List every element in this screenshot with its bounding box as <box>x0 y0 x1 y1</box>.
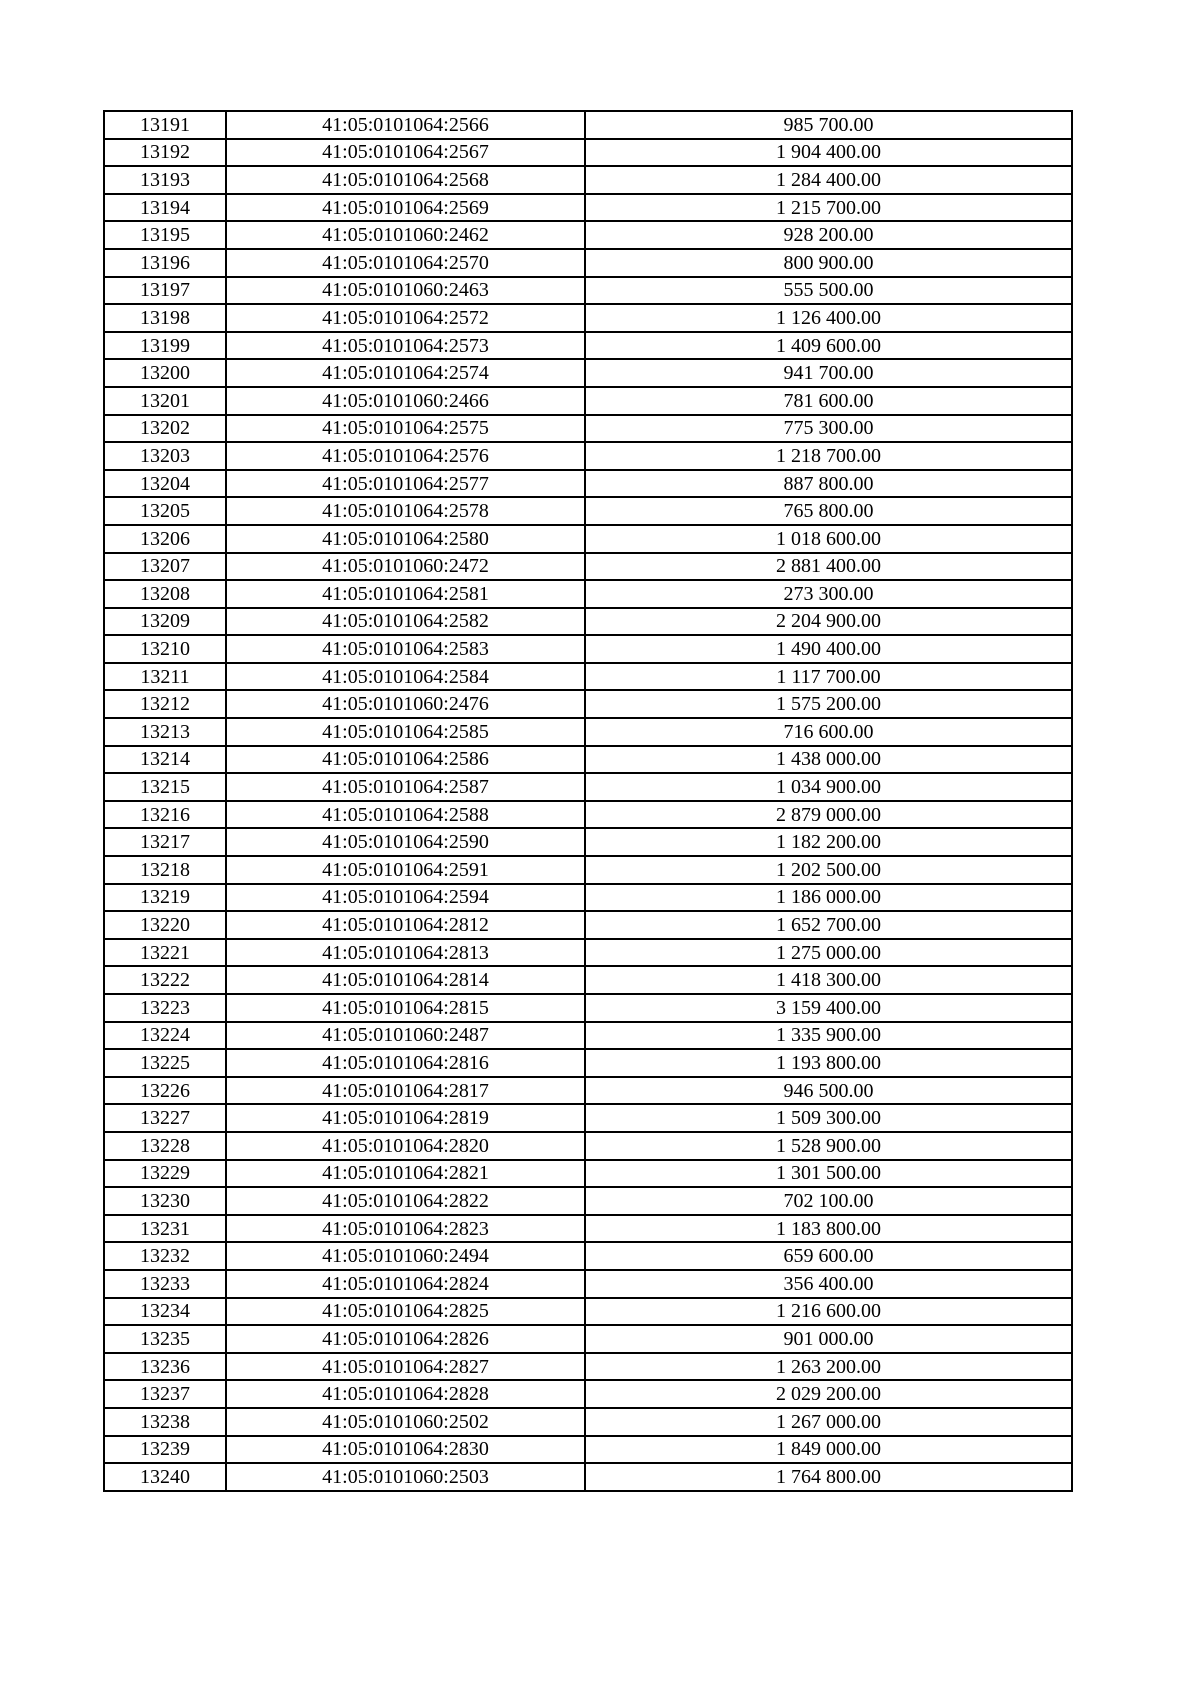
row-number-cell: 13200 <box>104 359 226 387</box>
table-row <box>104 470 1072 498</box>
cadastral-number-cell: 41:05:0101064:2566 <box>226 111 585 139</box>
cadastral-value-cell: 765 800.00 <box>585 497 1072 525</box>
cadastral-value-cell: 1 335 900.00 <box>585 1022 1072 1050</box>
cadastral-value-cell: 1 764 800.00 <box>585 1463 1072 1491</box>
cadastral-number-cell: 41:05:0101060:2502 <box>226 1408 585 1436</box>
table-row <box>104 525 1072 553</box>
table-row <box>104 497 1072 525</box>
row-number-cell: 13216 <box>104 801 226 829</box>
table-row <box>104 415 1072 443</box>
cadastral-value-cell: 1 490 400.00 <box>585 635 1072 663</box>
cadastral-number-cell: 41:05:0101064:2584 <box>226 663 585 691</box>
cadastral-number-cell: 41:05:0101064:2823 <box>226 1215 585 1243</box>
row-number-cell: 13224 <box>104 1022 226 1050</box>
row-number-cell: 13228 <box>104 1132 226 1160</box>
table-row <box>104 939 1072 967</box>
cadastral-number-cell: 41:05:0101060:2487 <box>226 1022 585 1050</box>
cadastral-value-cell: 985 700.00 <box>585 111 1072 139</box>
row-number-cell: 13191 <box>104 111 226 139</box>
table-row <box>104 139 1072 167</box>
cadastral-number-cell: 41:05:0101064:2573 <box>226 332 585 360</box>
table-row <box>104 1215 1072 1243</box>
table-row <box>104 221 1072 249</box>
row-number-cell: 13220 <box>104 911 226 939</box>
cadastral-value-cell: 1 183 800.00 <box>585 1215 1072 1243</box>
cadastral-number-cell: 41:05:0101064:2576 <box>226 442 585 470</box>
table-row <box>104 166 1072 194</box>
cadastral-number-cell: 41:05:0101064:2814 <box>226 966 585 994</box>
cadastral-number-cell: 41:05:0101064:2577 <box>226 470 585 498</box>
table-row <box>104 1463 1072 1491</box>
row-number-cell: 13222 <box>104 966 226 994</box>
cadastral-value-cell: 356 400.00 <box>585 1270 1072 1298</box>
cadastral-number-cell: 41:05:0101064:2582 <box>226 608 585 636</box>
table-row <box>104 1380 1072 1408</box>
table-row <box>104 1325 1072 1353</box>
cadastral-number-cell: 41:05:0101064:2591 <box>226 856 585 884</box>
cadastral-value-cell: 1 218 700.00 <box>585 442 1072 470</box>
cadastral-number-cell: 41:05:0101064:2587 <box>226 773 585 801</box>
table-row <box>104 690 1072 718</box>
table-row <box>104 1270 1072 1298</box>
row-number-cell: 13234 <box>104 1298 226 1326</box>
table-row <box>104 332 1072 360</box>
cadastral-value-cell: 1 018 600.00 <box>585 525 1072 553</box>
cadastral-number-cell: 41:05:0101064:2813 <box>226 939 585 967</box>
row-number-cell: 13226 <box>104 1077 226 1105</box>
table-row <box>104 911 1072 939</box>
cadastral-value-cell: 1 263 200.00 <box>585 1353 1072 1381</box>
table-row <box>104 856 1072 884</box>
cadastral-number-cell: 41:05:0101064:2585 <box>226 718 585 746</box>
cadastral-value-cell: 2 881 400.00 <box>585 553 1072 581</box>
row-number-cell: 13195 <box>104 221 226 249</box>
cadastral-number-cell: 41:05:0101064:2572 <box>226 304 585 332</box>
cadastral-value-cell: 1 849 000.00 <box>585 1436 1072 1464</box>
cadastral-value-cell: 901 000.00 <box>585 1325 1072 1353</box>
table-row <box>104 773 1072 801</box>
row-number-cell: 13202 <box>104 415 226 443</box>
row-number-cell: 13203 <box>104 442 226 470</box>
cadastral-value-cell: 1 275 000.00 <box>585 939 1072 967</box>
cadastral-number-cell: 41:05:0101064:2586 <box>226 746 585 774</box>
table-row <box>104 387 1072 415</box>
cadastral-value-cell: 887 800.00 <box>585 470 1072 498</box>
cadastral-value-cell: 1 652 700.00 <box>585 911 1072 939</box>
table-row <box>104 111 1072 139</box>
table-row <box>104 580 1072 608</box>
row-number-cell: 13205 <box>104 497 226 525</box>
cadastral-value-cell: 1 575 200.00 <box>585 690 1072 718</box>
cadastral-value-cell: 273 300.00 <box>585 580 1072 608</box>
row-number-cell: 13194 <box>104 194 226 222</box>
cadastral-number-cell: 41:05:0101060:2494 <box>226 1242 585 1270</box>
cadastral-number-cell: 41:05:0101060:2503 <box>226 1463 585 1491</box>
row-number-cell: 13193 <box>104 166 226 194</box>
cadastral-value-cell: 555 500.00 <box>585 277 1072 305</box>
row-number-cell: 13211 <box>104 663 226 691</box>
table-row <box>104 1242 1072 1270</box>
row-number-cell: 13198 <box>104 304 226 332</box>
cadastral-number-cell: 41:05:0101064:2575 <box>226 415 585 443</box>
table-row <box>104 608 1072 636</box>
cadastral-number-cell: 41:05:0101064:2817 <box>226 1077 585 1105</box>
row-number-cell: 13212 <box>104 690 226 718</box>
cadastral-value-cell: 1 528 900.00 <box>585 1132 1072 1160</box>
table-row <box>104 884 1072 912</box>
cadastral-value-cell: 1 216 600.00 <box>585 1298 1072 1326</box>
row-number-cell: 13225 <box>104 1049 226 1077</box>
row-number-cell: 13208 <box>104 580 226 608</box>
cadastral-number-cell: 41:05:0101064:2568 <box>226 166 585 194</box>
cadastral-number-cell: 41:05:0101064:2822 <box>226 1187 585 1215</box>
row-number-cell: 13227 <box>104 1104 226 1132</box>
cadastral-number-cell: 41:05:0101064:2583 <box>226 635 585 663</box>
table-row <box>104 1132 1072 1160</box>
cadastral-number-cell: 41:05:0101064:2574 <box>226 359 585 387</box>
cadastral-value-cell: 1 904 400.00 <box>585 139 1072 167</box>
cadastral-number-cell: 41:05:0101064:2812 <box>226 911 585 939</box>
table-row <box>104 553 1072 581</box>
row-number-cell: 13218 <box>104 856 226 884</box>
table-row <box>104 1298 1072 1326</box>
table-row <box>104 718 1072 746</box>
row-number-cell: 13215 <box>104 773 226 801</box>
cadastral-value-cell: 1 438 000.00 <box>585 746 1072 774</box>
cadastral-value-cell: 659 600.00 <box>585 1242 1072 1270</box>
row-number-cell: 13232 <box>104 1242 226 1270</box>
cadastral-value-cell: 1 202 500.00 <box>585 856 1072 884</box>
cadastral-value-cell: 1 409 600.00 <box>585 332 1072 360</box>
cadastral-number-cell: 41:05:0101060:2463 <box>226 277 585 305</box>
cadastral-value-cell: 716 600.00 <box>585 718 1072 746</box>
cadastral-value-cell: 1 182 200.00 <box>585 828 1072 856</box>
cadastral-number-cell: 41:05:0101064:2827 <box>226 1353 585 1381</box>
cadastral-number-cell: 41:05:0101064:2588 <box>226 801 585 829</box>
row-number-cell: 13223 <box>104 994 226 1022</box>
table-row <box>104 1408 1072 1436</box>
cadastral-number-cell: 41:05:0101064:2580 <box>226 525 585 553</box>
cadastral-value-cell: 941 700.00 <box>585 359 1072 387</box>
row-number-cell: 13204 <box>104 470 226 498</box>
cadastral-value-cell: 1 186 000.00 <box>585 884 1072 912</box>
table-row <box>104 663 1072 691</box>
row-number-cell: 13221 <box>104 939 226 967</box>
cadastral-value-cell: 1 267 000.00 <box>585 1408 1072 1436</box>
row-number-cell: 13206 <box>104 525 226 553</box>
table-row <box>104 828 1072 856</box>
cadastral-value-cell: 775 300.00 <box>585 415 1072 443</box>
row-number-cell: 13230 <box>104 1187 226 1215</box>
table-row <box>104 801 1072 829</box>
row-number-cell: 13213 <box>104 718 226 746</box>
cadastral-value-cell: 928 200.00 <box>585 221 1072 249</box>
cadastral-number-cell: 41:05:0101064:2816 <box>226 1049 585 1077</box>
table-row <box>104 442 1072 470</box>
table-row <box>104 359 1072 387</box>
table-row <box>104 249 1072 277</box>
cadastral-value-cell: 800 900.00 <box>585 249 1072 277</box>
row-number-cell: 13197 <box>104 277 226 305</box>
cadastral-value-cell: 3 159 400.00 <box>585 994 1072 1022</box>
table-row <box>104 1077 1072 1105</box>
cadastral-number-cell: 41:05:0101064:2578 <box>226 497 585 525</box>
cadastral-value-cell: 1 193 800.00 <box>585 1049 1072 1077</box>
cadastral-value-cell: 1 215 700.00 <box>585 194 1072 222</box>
cadastral-number-cell: 41:05:0101064:2819 <box>226 1104 585 1132</box>
table-row <box>104 635 1072 663</box>
table-row <box>104 304 1072 332</box>
cadastral-number-cell: 41:05:0101060:2466 <box>226 387 585 415</box>
row-number-cell: 13210 <box>104 635 226 663</box>
row-number-cell: 13233 <box>104 1270 226 1298</box>
cadastral-number-cell: 41:05:0101060:2476 <box>226 690 585 718</box>
cadastral-value-cell: 1 418 300.00 <box>585 966 1072 994</box>
cadastral-value-cell: 1 034 900.00 <box>585 773 1072 801</box>
cadastral-number-cell: 41:05:0101064:2581 <box>226 580 585 608</box>
cadastral-value-cell: 946 500.00 <box>585 1077 1072 1105</box>
row-number-cell: 13240 <box>104 1463 226 1491</box>
cadastral-number-cell: 41:05:0101064:2830 <box>226 1436 585 1464</box>
row-number-cell: 13238 <box>104 1408 226 1436</box>
table-body <box>104 111 1072 1491</box>
cadastral-value-cell: 1 117 700.00 <box>585 663 1072 691</box>
cadastral-number-cell: 41:05:0101064:2824 <box>226 1270 585 1298</box>
row-number-cell: 13236 <box>104 1353 226 1381</box>
cadastral-value-cell: 1 301 500.00 <box>585 1160 1072 1188</box>
table-row <box>104 1022 1072 1050</box>
cadastral-number-cell: 41:05:0101064:2828 <box>226 1380 585 1408</box>
row-number-cell: 13217 <box>104 828 226 856</box>
cadastral-value-cell: 2 879 000.00 <box>585 801 1072 829</box>
row-number-cell: 13235 <box>104 1325 226 1353</box>
cadastral-number-cell: 41:05:0101064:2567 <box>226 139 585 167</box>
table-row <box>104 1436 1072 1464</box>
row-number-cell: 13207 <box>104 553 226 581</box>
cadastral-value-cell: 1 284 400.00 <box>585 166 1072 194</box>
row-number-cell: 13209 <box>104 608 226 636</box>
row-number-cell: 13239 <box>104 1436 226 1464</box>
cadastral-value-cell: 1 509 300.00 <box>585 1104 1072 1132</box>
cadastral-value-cell: 781 600.00 <box>585 387 1072 415</box>
cadastral-number-cell: 41:05:0101064:2594 <box>226 884 585 912</box>
cadastral-value-cell: 702 100.00 <box>585 1187 1072 1215</box>
table-row <box>104 994 1072 1022</box>
table-row <box>104 277 1072 305</box>
table-row <box>104 746 1072 774</box>
cadastral-number-cell: 41:05:0101064:2821 <box>226 1160 585 1188</box>
table-row <box>104 1187 1072 1215</box>
table-row <box>104 1353 1072 1381</box>
row-number-cell: 13237 <box>104 1380 226 1408</box>
row-number-cell: 13219 <box>104 884 226 912</box>
cadastral-number-cell: 41:05:0101064:2825 <box>226 1298 585 1326</box>
row-number-cell: 13229 <box>104 1160 226 1188</box>
cadastral-number-cell: 41:05:0101064:2570 <box>226 249 585 277</box>
cadastral-number-cell: 41:05:0101064:2826 <box>226 1325 585 1353</box>
cadastral-value-cell: 2 204 900.00 <box>585 608 1072 636</box>
table-row <box>104 194 1072 222</box>
cadastral-value-cell: 1 126 400.00 <box>585 304 1072 332</box>
cadastral-number-cell: 41:05:0101064:2815 <box>226 994 585 1022</box>
table-row <box>104 1104 1072 1132</box>
cadastral-number-cell: 41:05:0101064:2820 <box>226 1132 585 1160</box>
row-number-cell: 13199 <box>104 332 226 360</box>
table-row <box>104 1049 1072 1077</box>
cadastral-number-cell: 41:05:0101064:2569 <box>226 194 585 222</box>
row-number-cell: 13201 <box>104 387 226 415</box>
cadastral-number-cell: 41:05:0101060:2462 <box>226 221 585 249</box>
cadastral-value-cell: 2 029 200.00 <box>585 1380 1072 1408</box>
row-number-cell: 13196 <box>104 249 226 277</box>
row-number-cell: 13214 <box>104 746 226 774</box>
row-number-cell: 13231 <box>104 1215 226 1243</box>
cadastral-number-cell: 41:05:0101064:2590 <box>226 828 585 856</box>
table-row <box>104 966 1072 994</box>
cadastral-number-cell: 41:05:0101060:2472 <box>226 553 585 581</box>
row-number-cell: 13192 <box>104 139 226 167</box>
table-row <box>104 1160 1072 1188</box>
cadastral-value-table <box>103 110 1073 1492</box>
